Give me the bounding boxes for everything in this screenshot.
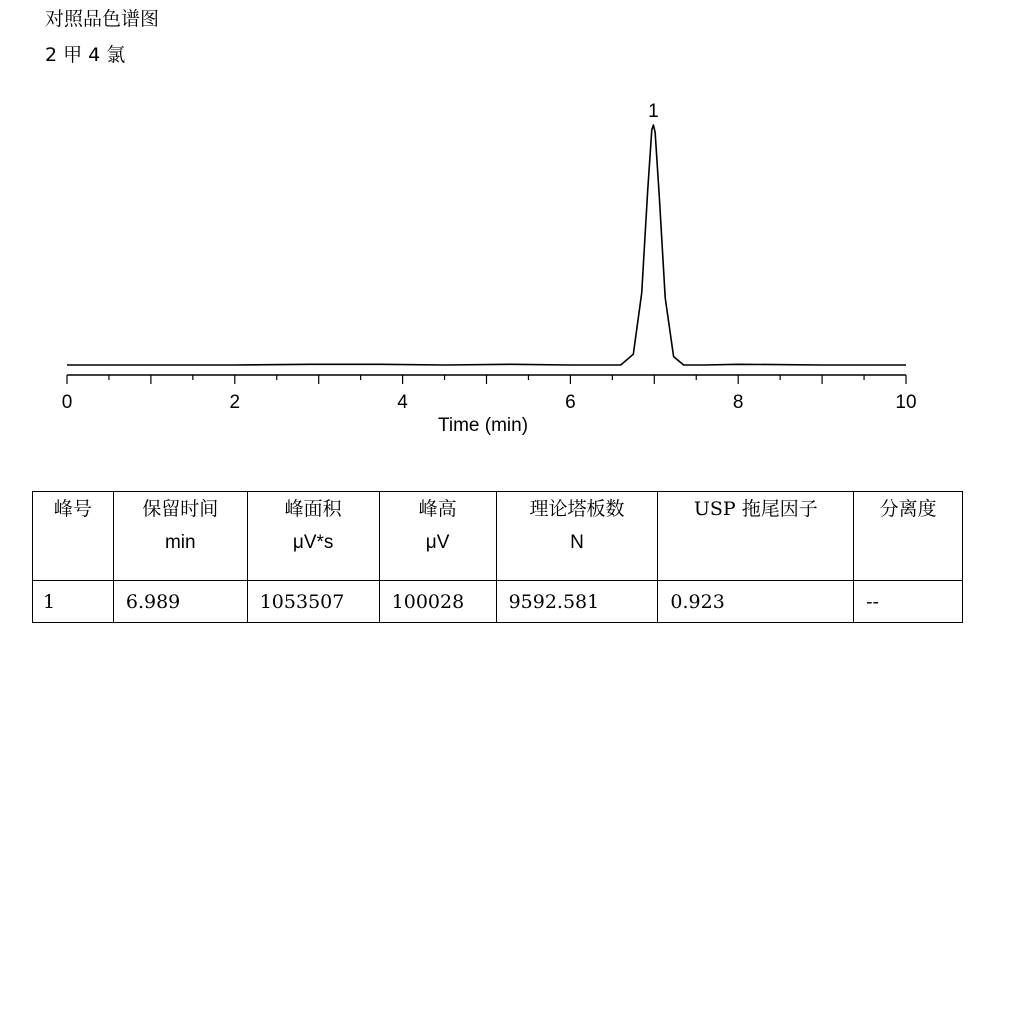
header-usp-tailing: [658, 492, 854, 581]
x-axis: [62, 375, 917, 413]
chromatogram-chart: [0, 0, 1028, 460]
header-label: 保留时间: [142, 498, 219, 520]
x-axis-label: Time (min): [437, 415, 529, 436]
cell-retention-time: 6.989: [113, 581, 247, 623]
header-theoretical-plates: [496, 492, 658, 581]
cell-resolution: --: [854, 581, 963, 623]
header-retention-time: [113, 492, 247, 581]
header-label: USP 拖尾因子: [693, 498, 818, 520]
x-tick-label: 6: [565, 392, 576, 413]
header-peak-area: [247, 492, 379, 581]
header-unit: min: [164, 532, 196, 553]
x-tick-label: 10: [895, 392, 917, 413]
compound-name: 2 甲 4 氯: [45, 44, 126, 66]
cell-peak-no: 1: [33, 581, 114, 623]
header-label: 峰号: [53, 498, 92, 520]
chromatogram-trace: [67, 125, 906, 365]
peak-label: 1: [648, 101, 659, 122]
header-peak-height: [379, 492, 496, 581]
header-unit: μV: [425, 532, 450, 553]
x-tick-label: 2: [229, 392, 241, 413]
header-resolution: [854, 492, 963, 581]
header-label: 峰面积: [284, 498, 342, 520]
header-unit: N: [570, 532, 584, 553]
header-unit: μV*s: [292, 532, 334, 553]
header-label: 峰高: [418, 498, 457, 520]
cell-usp-tailing: 0.923: [658, 581, 854, 623]
x-tick-label: 4: [397, 392, 408, 413]
table-header-row: [33, 492, 963, 581]
header-peak-no: [33, 492, 114, 581]
cell-peak-area: 1053507: [247, 581, 379, 623]
x-tick-label: 8: [732, 392, 744, 413]
header-label: 理论塔板数: [529, 498, 625, 520]
header-label: 分离度: [879, 498, 937, 520]
cell-theoretical-plates: 9592.581: [496, 581, 658, 623]
table-row: [33, 581, 963, 623]
results-table: [32, 491, 963, 623]
cell-peak-height: 100028: [379, 581, 496, 623]
x-tick-label: 0: [61, 392, 73, 413]
chart-title: 对照品色谱图: [45, 8, 160, 30]
chromatogram-plot: [67, 101, 906, 365]
